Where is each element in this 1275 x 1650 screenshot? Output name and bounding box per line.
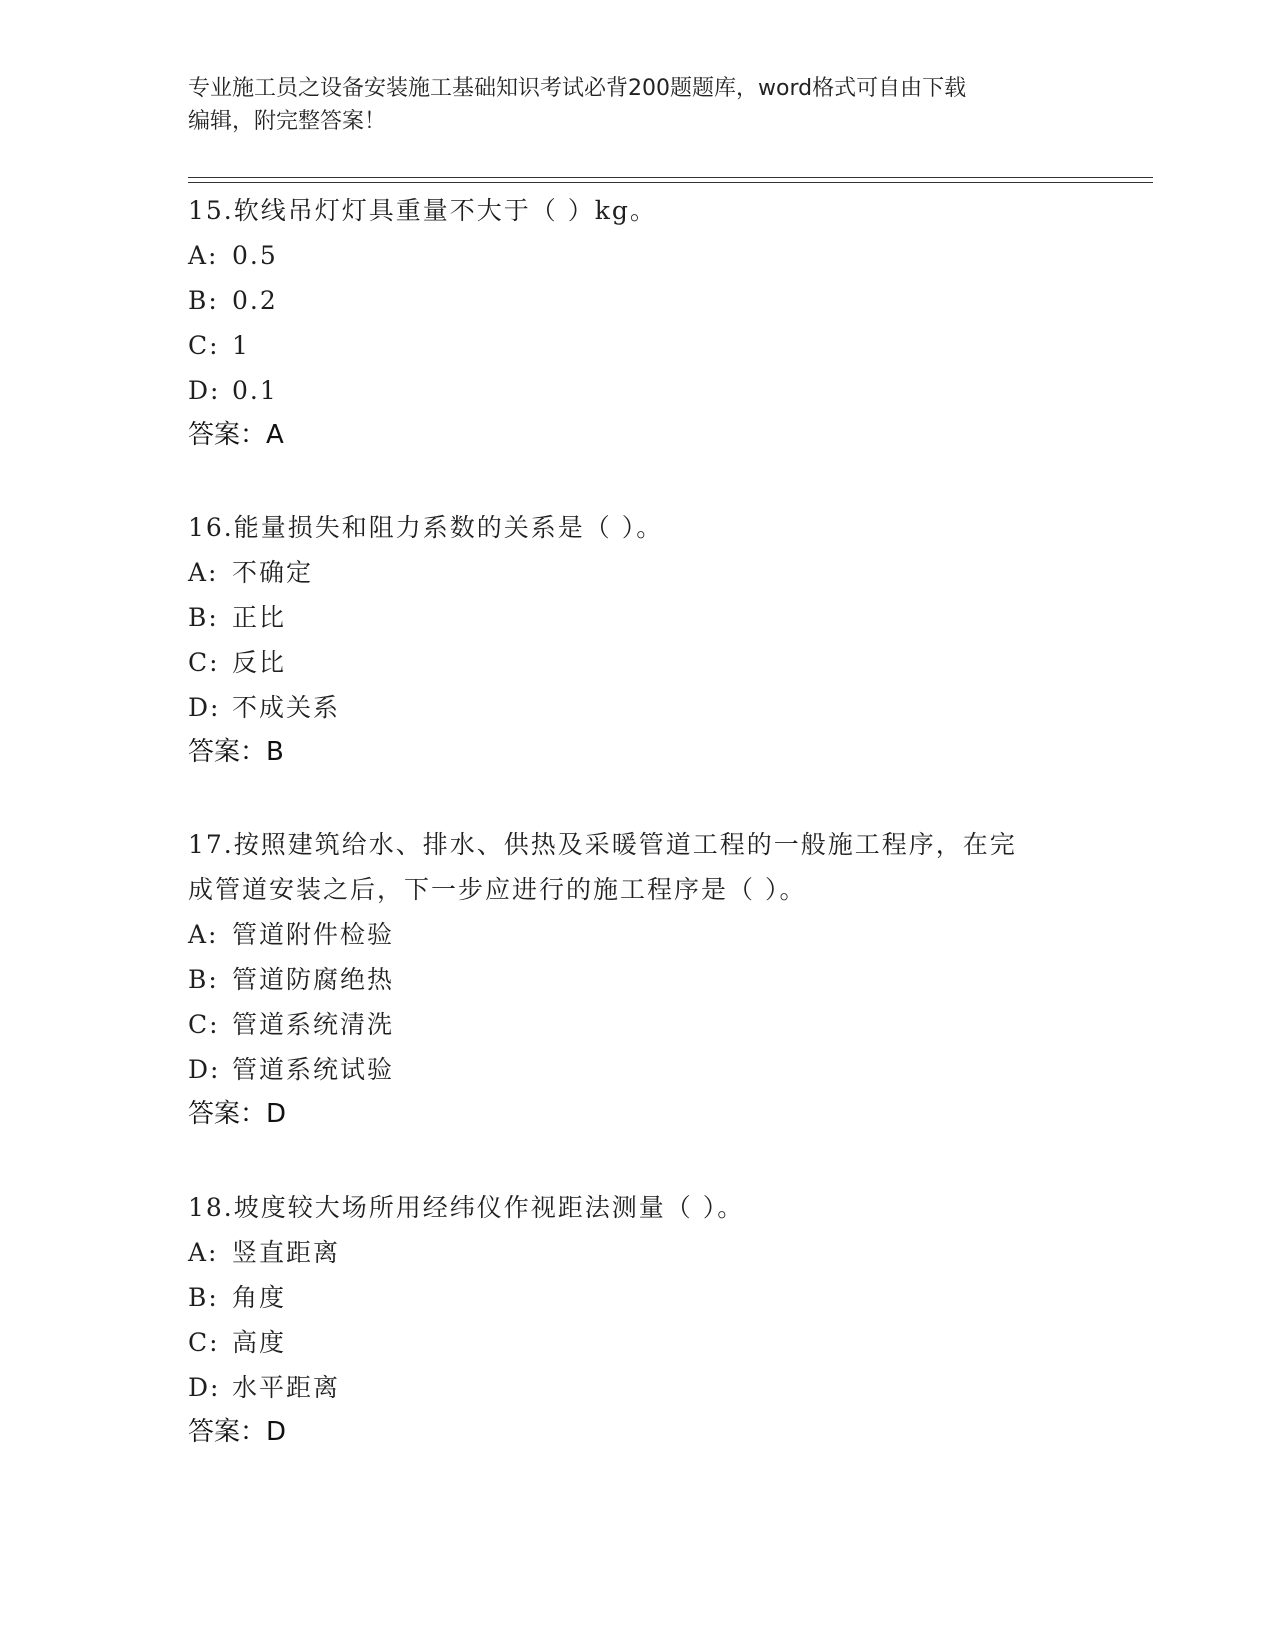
option-a (188, 1230, 1088, 1275)
option-letter: B: (188, 1283, 219, 1312)
question-block (188, 1185, 1088, 1455)
answer-line: 答案：D (188, 1099, 287, 1129)
header-line: 专业施工员之设备安装施工基础知识考试必背200题题库，word格式可自由下载 (188, 76, 967, 101)
option-text: 不成关系 (232, 693, 341, 722)
header-line: 编辑，附完整答案！ (188, 109, 387, 134)
answer-line: 答案：B (188, 737, 284, 767)
option-letter: D: (188, 1373, 221, 1402)
option-b (188, 1275, 1088, 1320)
option-letter: A: (188, 920, 219, 949)
option-letter: A: (188, 1238, 219, 1267)
header-rule (188, 177, 1153, 178)
option-letter: B: (188, 603, 219, 632)
option-text: 0.1 (232, 376, 278, 405)
option-text: 管道防腐绝热 (232, 965, 395, 994)
option-text: 不确定 (232, 558, 314, 587)
question-stem: 15.软线吊灯灯具重量不大于（ ）kg。 (188, 196, 657, 225)
option-text: 1 (232, 331, 250, 360)
option-letter: B: (188, 286, 219, 315)
option-letter: A: (188, 241, 219, 270)
option-letter: A: (188, 558, 219, 587)
option-letter: D: (188, 1055, 221, 1084)
option-text: 管道系统试验 (232, 1055, 395, 1084)
option-letter: B: (188, 965, 219, 994)
question-stem: 17.按照建筑给水、排水、供热及采暖管道工程的一般施工程序，在完 (188, 830, 1017, 859)
option-text: 角度 (232, 1283, 287, 1312)
question-stem: 16.能量损失和阻力系数的关系是（ ）。 (188, 513, 664, 542)
option-letter: C: (188, 1010, 220, 1039)
option-b (188, 278, 1088, 323)
question-block (188, 188, 1088, 458)
option-c (188, 1002, 1088, 1047)
option-text: 0.2 (232, 286, 278, 315)
option-letter: C: (188, 1328, 220, 1357)
answer-line: 答案：D (188, 1417, 287, 1447)
option-d (188, 685, 1088, 730)
option-letter: D: (188, 693, 221, 722)
option-text: 管道系统清洗 (232, 1010, 395, 1039)
option-d (188, 1365, 1088, 1410)
question-stem-continued: 成管道安装之后，下一步应进行的施工程序是（ ）。 (188, 875, 807, 904)
option-c (188, 1320, 1088, 1365)
option-text: 反比 (232, 648, 287, 677)
option-c (188, 323, 1088, 368)
option-text: 高度 (232, 1328, 287, 1357)
option-a (188, 550, 1088, 595)
option-a (188, 912, 1088, 957)
question-block (188, 822, 1088, 1137)
option-d (188, 1047, 1088, 1092)
question-stem: 18.坡度较大场所用经纬仪作视距法测量（ ）。 (188, 1193, 745, 1222)
option-c (188, 640, 1088, 685)
header-rule (188, 182, 1153, 183)
answer-line: 答案：A (188, 420, 284, 450)
option-text: 管道附件检验 (232, 920, 395, 949)
option-text: 正比 (232, 603, 287, 632)
option-letter: C: (188, 331, 220, 360)
option-text: 0.5 (232, 241, 278, 270)
option-text: 水平距离 (232, 1373, 341, 1402)
option-letter: D: (188, 376, 221, 405)
option-a (188, 233, 1088, 278)
option-letter: C: (188, 648, 220, 677)
option-text: 竖直距离 (232, 1238, 341, 1267)
option-d (188, 368, 1088, 413)
option-b (188, 595, 1088, 640)
option-b (188, 957, 1088, 1002)
question-block (188, 505, 1088, 775)
document-header (188, 72, 1088, 138)
